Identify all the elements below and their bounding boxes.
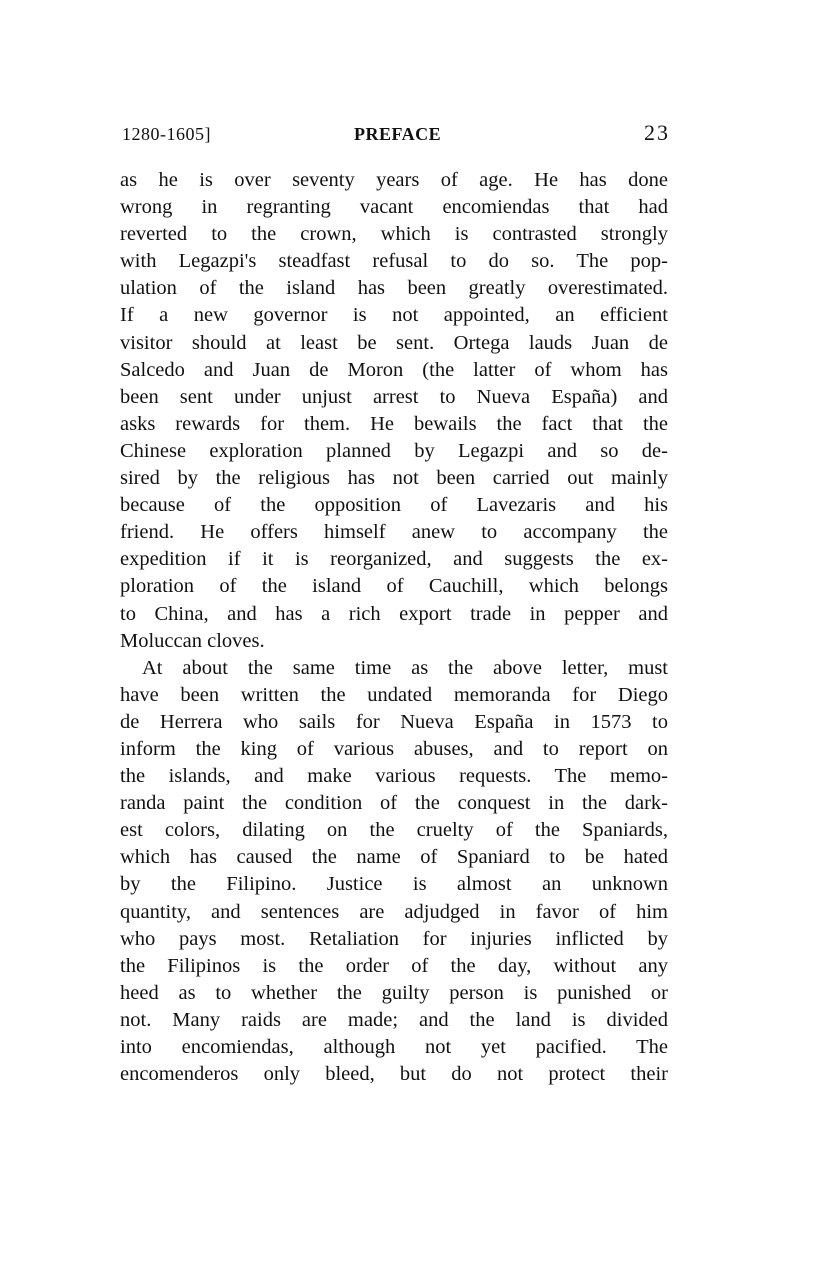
text-line: asks rewards for them. He bewails the fact that the: [120, 412, 668, 435]
text-line: quantity, and sentences are adjudged in favor of him: [120, 900, 668, 923]
running-head-date-range: 1280-1605]: [122, 124, 211, 144]
text-line: de Herrera who sails for Nueva España in 1573 to: [120, 710, 668, 733]
text-line: with Legazpi's steadfast refusal to do so. The pop-: [120, 250, 668, 273]
text-line: randa paint the condition of the conquest in the dark-: [120, 792, 668, 815]
text-line: wrong in regranting vacant encomiendas that had: [120, 196, 668, 219]
text-line: to China, and has a rich export trade in pepper and: [120, 602, 668, 625]
text-line: Chinese exploration planned by Legazpi and so de-: [120, 439, 668, 462]
text-line: as he is over seventy years of age. He has done: [120, 169, 668, 191]
text-line: heed as to whether the guilty person is punished or: [120, 981, 668, 1004]
text-line: reverted to the crown, which is contrasted strongly: [120, 223, 668, 246]
running-head: [122, 118, 670, 150]
text-line: ulation of the island has been greatly overestimated.: [120, 277, 668, 300]
text-line: been sent under unjust arrest to Nueva España) and: [120, 385, 668, 408]
text-line: expedition if it is reorganized, and suggests the ex-: [120, 548, 668, 571]
page-number: 23: [644, 120, 670, 145]
running-head-title: PREFACE: [354, 124, 442, 144]
paragraph-2: [120, 655, 668, 1089]
text-line: inform the king of various abuses, and to report on: [120, 737, 668, 760]
text-line: est colors, dilating on the cruelty of the Spaniards,: [120, 819, 668, 842]
text-line: who pays most. Retaliation for injuries inflicted by: [120, 927, 668, 950]
text-line: ploration of the island of Cauchill, which belongs: [120, 575, 668, 598]
paragraph-1: [120, 167, 668, 655]
text-line: friend. He offers himself anew to accompany the: [120, 521, 668, 544]
text-line: visitor should at least be sent. Ortega lauds Juan de: [120, 331, 668, 354]
body-text: [120, 167, 668, 1088]
text-line: because of the opposition of Lavezaris and his: [120, 494, 668, 517]
text-line: by the Filipino. Justice is almost an unknown: [120, 873, 668, 896]
text-line: Moluccan cloves.: [120, 629, 265, 652]
text-line: encomenderos only bleed, but do not protect their: [120, 1063, 668, 1086]
text-line: the Filipinos is the order of the day, without any: [120, 954, 668, 977]
text-line: into encomiendas, although not yet pacified. The: [120, 1036, 668, 1058]
text-line: not. Many raids are made; and the land is divided: [120, 1008, 668, 1031]
text-line: If a new governor is not appointed, an efficient: [120, 304, 668, 327]
text-line: At about the same time as the above letter, must: [142, 656, 668, 679]
text-line: which has caused the name of Spaniard to be hated: [120, 846, 668, 869]
text-line: have been written the undated memoranda for Diego: [120, 683, 668, 706]
text-line: the islands, and make various requests. The memo-: [120, 765, 668, 788]
text-line: sired by the religious has not been carried out mainly: [120, 467, 668, 490]
text-line: Salcedo and Juan de Moron (the latter of whom has: [120, 358, 668, 381]
